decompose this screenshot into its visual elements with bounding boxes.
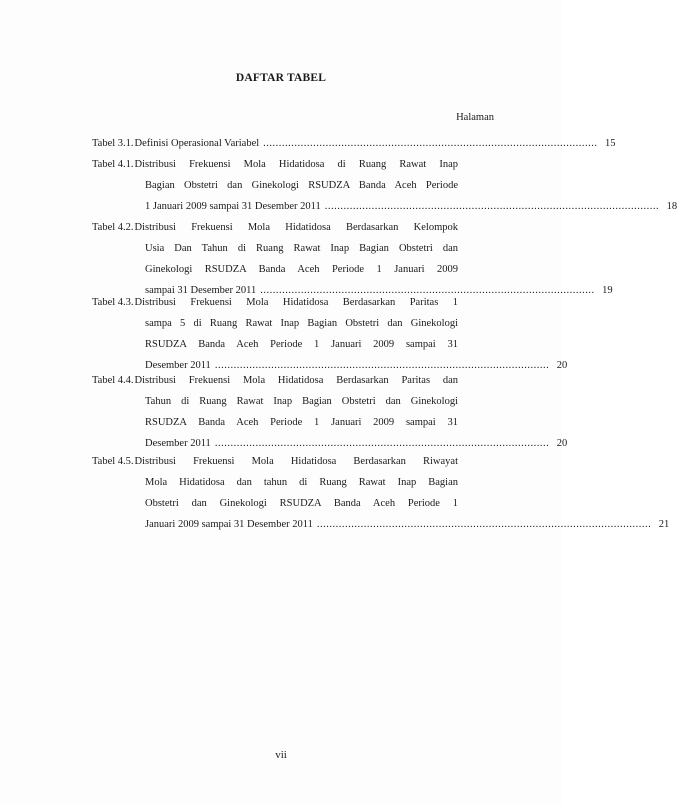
leader-dots: ...........................................................................................................: [324, 201, 660, 212]
toc-entry[interactable]: [92, 154, 677, 217]
table-label: Tabel 4.4.: [92, 375, 134, 386]
table-label: Tabel 4.3.: [92, 297, 134, 308]
toc-entry[interactable]: [92, 370, 568, 454]
leader-dots: ...........................................................................................................: [316, 519, 652, 530]
table-label: Tabel 3.1.: [92, 138, 134, 149]
entry-page-number: 18: [666, 201, 677, 212]
entry-title-line: Distribusi Frekuensi Mola Hidatidosa Berdasarkan Kelompok: [134, 222, 458, 233]
toc-entry-line: [92, 472, 458, 493]
toc-entry-line: [92, 514, 670, 535]
toc-entry-line: [92, 451, 458, 472]
entry-title-line: Bagian Obstetri dan Ginekologi RSUDZA Banda Aceh Periode: [145, 180, 458, 191]
entry-page-number: 19: [602, 285, 613, 296]
toc-entry-line: [92, 292, 458, 313]
entry-page-number: 20: [556, 360, 568, 371]
entry-page-number: 21: [658, 519, 670, 530]
toc-entry-line: [92, 313, 458, 334]
entry-title-line: Distribusi Frekuensi Mola Hidatidosa Berdasarkan Paritas dan: [134, 375, 458, 386]
entry-title-line: Distribusi Frekuensi Mola Hidatidosa Berdasarkan Paritas 1: [134, 297, 458, 308]
entry-title-line: Definisi Operasional Variabel: [134, 138, 260, 149]
toc-entry-line: [92, 217, 458, 238]
leader-dots: ...........................................................................................................: [214, 360, 550, 371]
entry-title-line: Desember 2011: [145, 438, 211, 449]
toc-entry-line: [92, 259, 458, 280]
entry-title-line: Mola Hidatidosa dan tahun di Ruang Rawat Inap Bagian: [145, 477, 458, 488]
toc-entry-line: [92, 133, 616, 154]
toc-entry-line: [92, 493, 458, 514]
leader-dots: ...........................................................................................................: [260, 285, 595, 296]
table-label: Tabel 4.5.: [92, 456, 134, 467]
toc-entry[interactable]: [92, 451, 670, 535]
toc-entry-line: [92, 154, 458, 175]
entry-title-line: Usia Dan Tahun di Ruang Rawat Inap Bagian Obstetri dan: [145, 243, 458, 254]
leader-dots: ...........................................................................................................: [214, 438, 550, 449]
entry-title-line: sampai 31 Desember 2011: [145, 285, 257, 296]
entry-title-line: Distribusi Frekuensi Mola Hidatidosa di Ruang Rawat Inap: [134, 159, 458, 170]
entry-page-number: 20: [556, 438, 568, 449]
entry-title-line: RSUDZA Banda Aceh Periode 1 Januari 2009 sampai 31: [145, 417, 458, 428]
entry-title-line: 1 Januari 2009 sampai 31 Desember 2011: [145, 201, 321, 212]
toc-entry-line: [92, 238, 458, 259]
toc-entry[interactable]: [92, 292, 568, 376]
entry-title-line: Ginekologi RSUDZA Banda Aceh Periode 1 Januari 2009: [145, 264, 458, 275]
page-column-header: Halaman: [456, 112, 494, 123]
entry-title-line: Desember 2011: [145, 360, 211, 371]
toc-entry-line: [92, 370, 458, 391]
entry-title-line: Obstetri dan Ginekologi RSUDZA Banda Aceh Periode 1: [145, 498, 458, 509]
toc-entry-line: [92, 175, 458, 196]
toc-entry[interactable]: [92, 133, 616, 154]
toc-entry-line: [92, 412, 458, 433]
toc-entry[interactable]: [92, 217, 613, 301]
entry-page-number: 15: [605, 138, 616, 149]
table-label: Tabel 4.1.: [92, 159, 134, 170]
table-label: Tabel 4.2.: [92, 222, 134, 233]
entry-title-line: Tahun di Ruang Rawat Inap Bagian Obstetri dan Ginekologi: [145, 396, 458, 407]
entry-title-line: Januari 2009 sampai 31 Desember 2011: [145, 519, 313, 530]
entry-title-line: Distribusi Frekuensi Mola Hidatidosa Berdasarkan Riwayat: [134, 456, 458, 467]
page-title: DAFTAR TABEL: [235, 72, 327, 84]
entry-title-line: sampa 5 di Ruang Rawat Inap Bagian Obstetri dan Ginekologi: [145, 318, 458, 329]
leader-dots: ...........................................................................................................: [263, 138, 598, 149]
toc-entry-line: [92, 334, 458, 355]
footer-page-number: vii: [275, 749, 287, 761]
toc-entry-line: [92, 391, 458, 412]
toc-entry-line: [92, 196, 677, 217]
entry-title-line: RSUDZA Banda Aceh Periode 1 Januari 2009 sampai 31: [145, 339, 458, 350]
